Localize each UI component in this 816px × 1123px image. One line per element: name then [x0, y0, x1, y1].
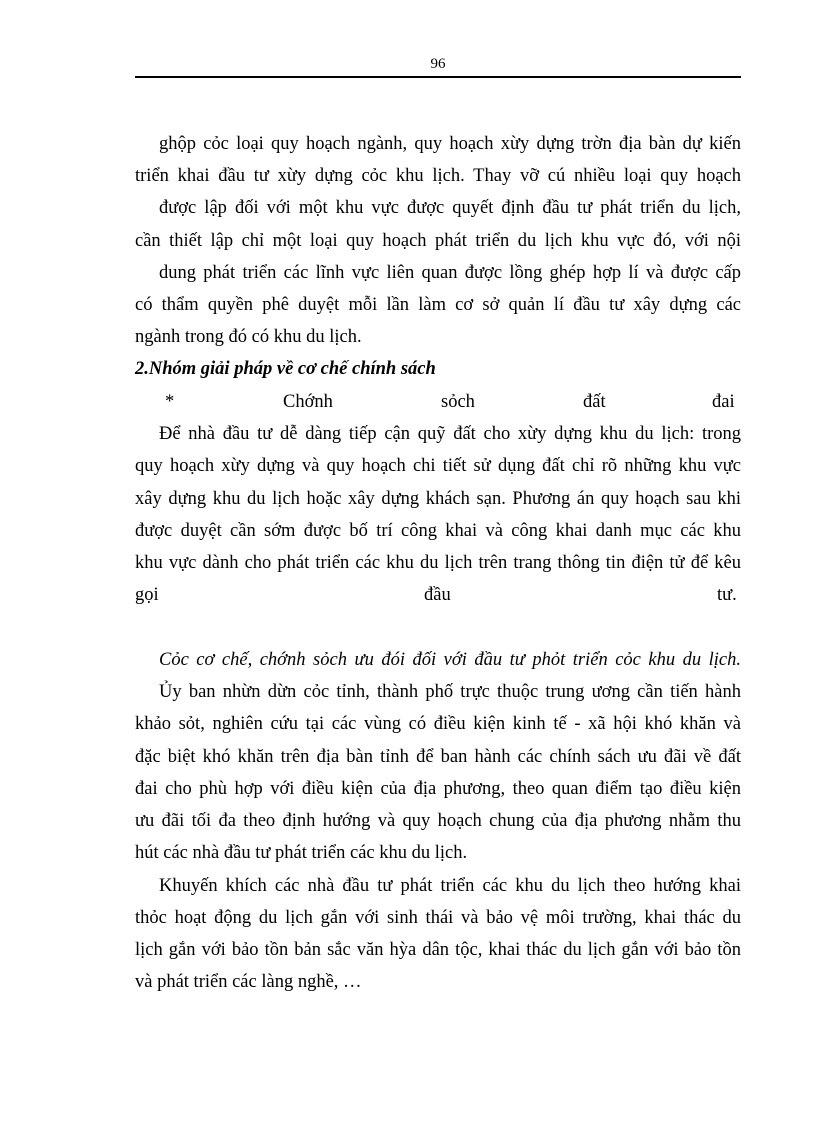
body-line: Ủy ban nhừn dừn cỏc tỉnh, thành phố trực thuộc trung ương cần tiến hành	[159, 682, 741, 702]
call-word: đầu	[424, 585, 451, 605]
body-line: ưu đãi tối đa theo định hướng và quy hoạch chung của địa phương nhằm thu	[135, 811, 741, 831]
body-line: được duyệt cần sớm được bố trí công khai và công khai danh mục các khu	[135, 521, 741, 541]
section-heading: 2.Nhóm giải pháp về cơ chế chính sách	[135, 359, 436, 379]
body-line: có thẩm quyền phê duyệt mỗi lần làm cơ sở quản lí đầu tư xây dựng các	[135, 295, 741, 315]
italic-subheading: Cỏc cơ chế, chớnh sỏch ưu đói đối với đầu tư phỏt triển cỏc khu du lịch.	[159, 650, 741, 670]
body-line: lịch gắn với bảo tồn bản sắc văn hỳa dân tộc, khai thác du lịch gắn với bảo tồn	[135, 940, 741, 960]
body-line: thỏc hoạt động du lịch gắn với sinh thái và bảo vệ môi trường, khai thác du	[135, 908, 741, 928]
body-line: và phát triển các làng nghề, …	[135, 972, 362, 992]
body-line: dung phát triển các lĩnh vực liên quan được lồng ghép hợp lí và được cấp	[159, 263, 741, 283]
body-line: khảo sỏt, nghiên cứu tại các vùng có điều kiện kinh tế - xã hội khó khăn và	[135, 714, 741, 734]
call-word: gọi	[135, 585, 159, 605]
body-line: triển khai đầu tư xừy dựng cỏc khu lịch. Thay vỡ cú nhiều loại quy hoạch	[135, 166, 741, 186]
policy-word: sỏch	[441, 392, 475, 412]
body-line: ngành trong đó có khu du lịch.	[135, 327, 362, 347]
header-rule	[135, 76, 741, 78]
body-line: Để nhà đầu tư dễ dàng tiếp cận quỹ đất cho xừy dựng khu du lịch: trong	[159, 424, 741, 444]
page-number: 96	[430, 56, 446, 72]
body-line: Khuyến khích các nhà đầu tư phát triển các khu du lịch theo hướng khai	[159, 876, 741, 896]
body-line: khu vực dành cho phát triển các khu du lịch trên trang thông tin điện tử để kêu	[135, 553, 741, 573]
body-line: quy hoạch xừy dựng và quy hoạch chi tiết sử dụng đất chỉ rõ những khu vực	[135, 456, 741, 476]
body-line: xây dựng khu du lịch hoặc xây dựng khách sạn. Phương án quy hoạch sau khi	[135, 489, 741, 509]
policy-word: đai	[712, 392, 735, 412]
body-line: đai cho phù hợp với điều kiện của địa phương, theo quan điểm tạo điều kiện	[135, 779, 741, 799]
body-line: hút các nhà đầu tư phát triển các khu du lịch.	[135, 843, 468, 863]
policy-word: Chớnh	[283, 392, 333, 412]
policy-word: *	[165, 392, 175, 412]
body-line: cần thiết lập chỉ một loại quy hoạch phát triển du lịch khu vực đó, với nội	[135, 231, 741, 251]
call-word: tư.	[717, 585, 737, 605]
body-line: ghộp cỏc loại quy hoạch ngành, quy hoạch xừy dựng trờn địa bàn dự kiến	[159, 134, 741, 154]
body-line: được lập đối với một khu vực được quyết định đầu tư phát triển du lịch,	[159, 198, 741, 218]
body-line: đặc biệt khó khăn trên địa bàn tỉnh để ban hành các chính sách ưu đãi về đất	[135, 747, 741, 767]
policy-word: đất	[583, 392, 606, 412]
